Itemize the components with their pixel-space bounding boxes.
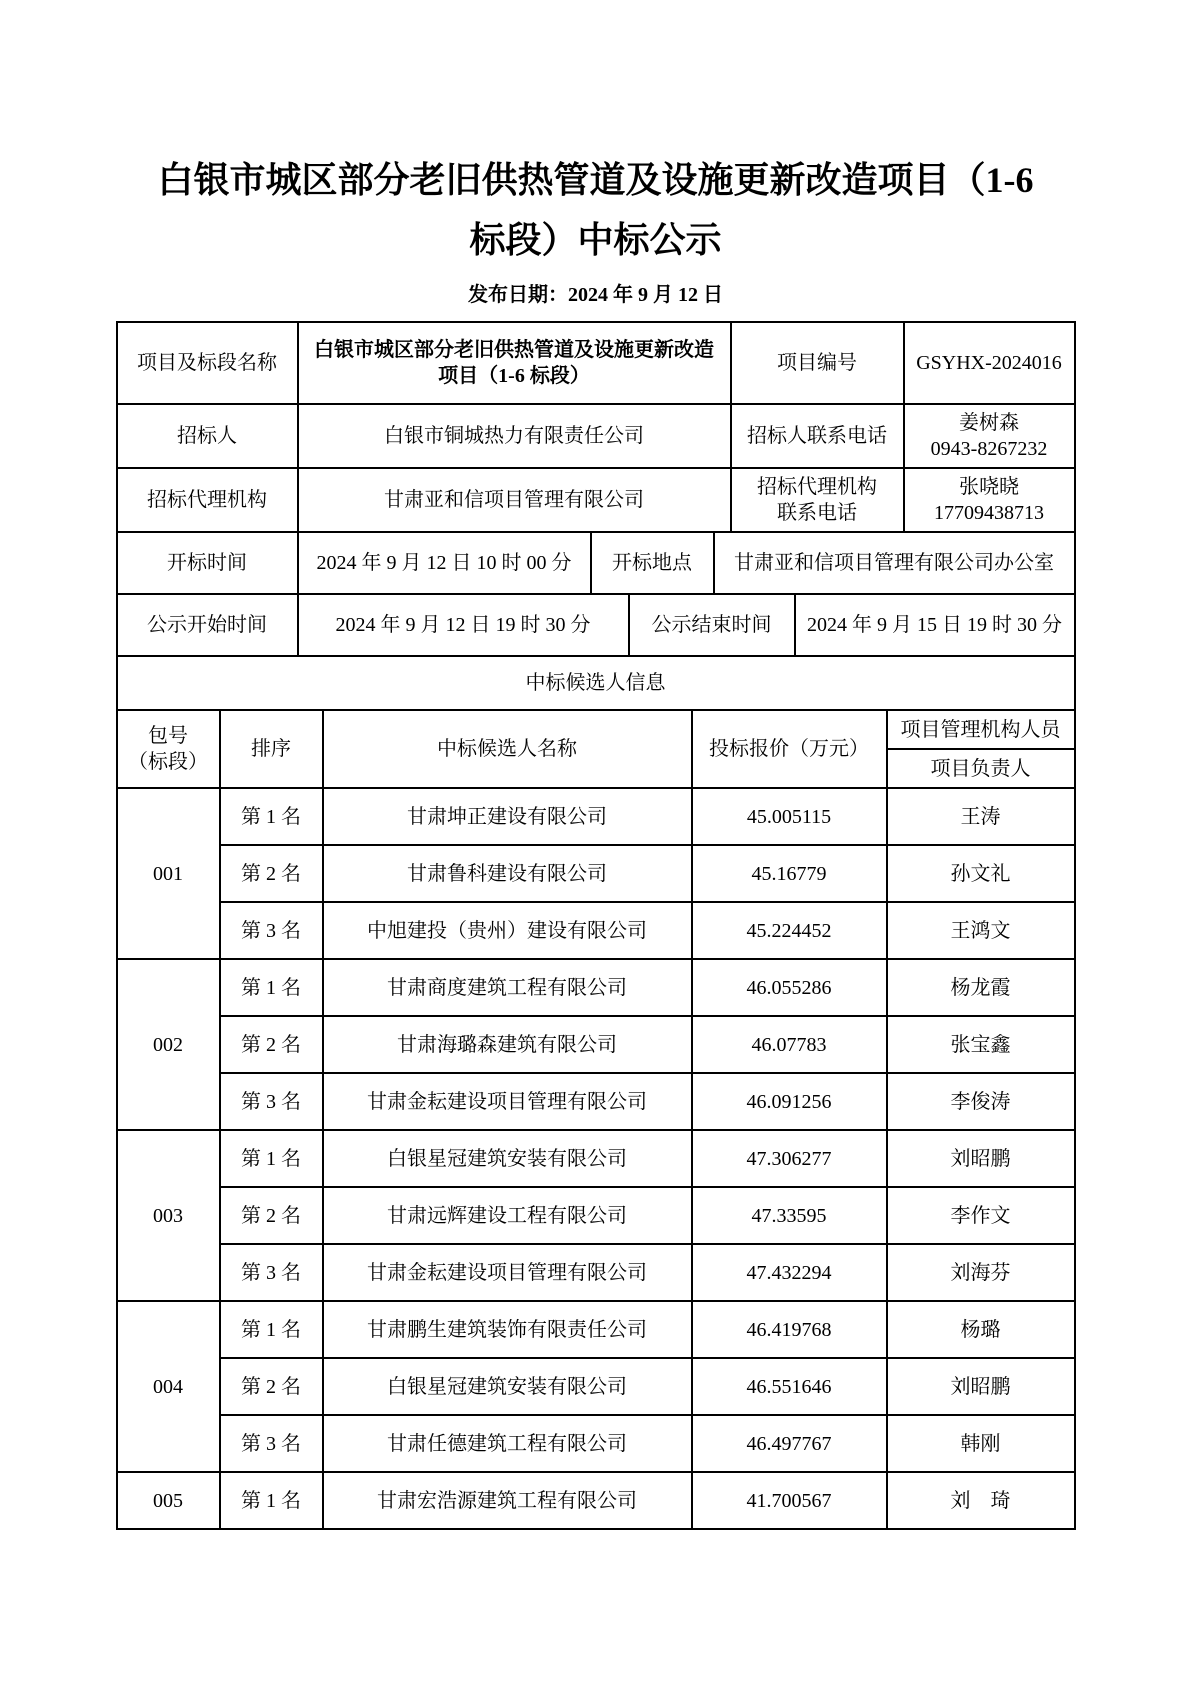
rank-cell: 第 2 名 bbox=[221, 1017, 324, 1074]
candidate-row bbox=[221, 1416, 1076, 1473]
candidate-row bbox=[221, 903, 1076, 960]
project-code-value: GSYHX-2024016 bbox=[905, 323, 1076, 405]
manager-cell: 杨璐 bbox=[888, 1302, 1076, 1359]
publicity-start-label: 公示开始时间 bbox=[118, 595, 299, 657]
candidates-header-row bbox=[118, 711, 1076, 789]
header-candidate-name: 中标候选人名称 bbox=[324, 711, 693, 789]
header-management-staff bbox=[888, 711, 1076, 789]
bid-price-cell: 45.224452 bbox=[693, 903, 888, 960]
header-org-staff: 项目管理机构人员 bbox=[888, 711, 1074, 750]
opening-time-label: 开标时间 bbox=[118, 533, 299, 595]
tenderer-contact-phone: 0943-8267232 bbox=[930, 438, 1048, 460]
candidate-name-cell: 甘肃远辉建设工程有限公司 bbox=[324, 1188, 693, 1245]
candidate-row bbox=[221, 1188, 1076, 1245]
candidate-name-cell: 甘肃宏浩源建筑工程有限公司 bbox=[324, 1473, 693, 1530]
package-number: 002 bbox=[118, 960, 221, 1131]
tenderer-phone-value bbox=[905, 405, 1076, 469]
project-name-value: 白银市城区部分老旧供热管道及设施更新改造项目（1-6 标段） bbox=[299, 323, 732, 405]
candidates-section-title: 中标候选人信息 bbox=[118, 657, 1076, 711]
bid-price-cell: 46.091256 bbox=[693, 1074, 888, 1131]
package-group-001 bbox=[118, 789, 1076, 960]
agency-phone-label-line2: 联系电话 bbox=[777, 502, 857, 524]
agency-phone-label bbox=[732, 469, 905, 533]
header-bid-price: 投标报价（万元） bbox=[693, 711, 888, 789]
candidate-name-cell: 甘肃商度建筑工程有限公司 bbox=[324, 960, 693, 1017]
header-project-manager: 项目负责人 bbox=[930, 757, 1031, 780]
candidate-name-cell: 中旭建投（贵州）建设有限公司 bbox=[324, 903, 693, 960]
rank-cell: 第 1 名 bbox=[221, 1131, 324, 1188]
candidate-row bbox=[221, 846, 1076, 903]
candidate-row bbox=[221, 1359, 1076, 1416]
bid-price-cell: 45.005115 bbox=[693, 789, 888, 846]
header-rank: 排序 bbox=[221, 711, 324, 789]
project-code-label: 项目编号 bbox=[732, 323, 905, 405]
candidate-row bbox=[221, 1131, 1076, 1188]
manager-cell: 刘 琦 bbox=[888, 1473, 1076, 1530]
info-row-bid-opening bbox=[118, 533, 1076, 595]
agency-contact-phone: 17709438713 bbox=[934, 502, 1044, 524]
info-row-publicity-period bbox=[118, 595, 1076, 657]
tenderer-phone-label: 招标人联系电话 bbox=[732, 405, 905, 469]
bid-price-cell: 41.700567 bbox=[693, 1473, 888, 1530]
rank-cell: 第 1 名 bbox=[221, 1473, 324, 1530]
publicity-end-value: 2024 年 9 月 15 日 19 时 30 分 bbox=[796, 595, 1076, 657]
candidate-row bbox=[221, 1302, 1076, 1359]
rank-cell: 第 2 名 bbox=[221, 846, 324, 903]
candidate-name-cell: 甘肃海璐森建筑有限公司 bbox=[324, 1017, 693, 1074]
bid-price-cell: 46.055286 bbox=[693, 960, 888, 1017]
rank-cell: 第 2 名 bbox=[221, 1188, 324, 1245]
package-group-004 bbox=[118, 1302, 1076, 1473]
header-package-line2: （标段） bbox=[128, 751, 208, 773]
opening-time-value: 2024 年 9 月 12 日 10 时 00 分 bbox=[299, 533, 592, 595]
candidate-row bbox=[221, 1017, 1076, 1074]
candidate-name-cell: 甘肃鹏生建筑装饰有限责任公司 bbox=[324, 1302, 693, 1359]
manager-cell: 韩刚 bbox=[888, 1416, 1076, 1473]
info-row-agency bbox=[118, 469, 1076, 533]
candidate-row bbox=[221, 789, 1076, 846]
candidate-name-cell: 白银星冠建筑安装有限公司 bbox=[324, 1131, 693, 1188]
rank-cell: 第 2 名 bbox=[221, 1359, 324, 1416]
manager-cell: 李作文 bbox=[888, 1188, 1076, 1245]
manager-cell: 孙文礼 bbox=[888, 846, 1076, 903]
manager-cell: 杨龙霞 bbox=[888, 960, 1076, 1017]
publicity-end-label: 公示结束时间 bbox=[630, 595, 796, 657]
manager-cell: 王涛 bbox=[888, 789, 1076, 846]
agency-contact-name: 张哓晓 bbox=[959, 476, 1019, 498]
tenderer-value: 白银市铜城热力有限责任公司 bbox=[299, 405, 732, 469]
info-row-tenderer bbox=[118, 405, 1076, 469]
title-line-1: 白银市城区部分老旧供热管道及设施更新改造项目（1-6 bbox=[157, 160, 1034, 200]
bid-price-cell: 46.551646 bbox=[693, 1359, 888, 1416]
title-line-2: 标段）中标公示 bbox=[469, 220, 722, 260]
tenderer-label: 招标人 bbox=[118, 405, 299, 469]
document-title bbox=[0, 150, 1191, 270]
manager-cell: 刘海芬 bbox=[888, 1245, 1076, 1302]
info-row-project bbox=[118, 323, 1076, 405]
announcement-table bbox=[116, 321, 1076, 1530]
agency-phone-value bbox=[905, 469, 1076, 533]
manager-cell: 李俊涛 bbox=[888, 1074, 1076, 1131]
manager-cell: 张宝鑫 bbox=[888, 1017, 1076, 1074]
rank-cell: 第 3 名 bbox=[221, 1416, 324, 1473]
package-number: 004 bbox=[118, 1302, 221, 1473]
rank-cell: 第 1 名 bbox=[221, 789, 324, 846]
bid-price-cell: 47.33595 bbox=[693, 1188, 888, 1245]
candidate-row bbox=[221, 1245, 1076, 1302]
candidates-section-row bbox=[118, 657, 1076, 711]
bid-price-cell: 45.16779 bbox=[693, 846, 888, 903]
candidate-name-cell: 甘肃金耘建设项目管理有限公司 bbox=[324, 1245, 693, 1302]
publish-date: 发布日期：2024 年 9 月 12 日 bbox=[468, 284, 723, 306]
bid-price-cell: 47.432294 bbox=[693, 1245, 888, 1302]
candidate-row bbox=[221, 960, 1076, 1017]
package-group-002 bbox=[118, 960, 1076, 1131]
package-group-005 bbox=[118, 1473, 1076, 1530]
rank-cell: 第 3 名 bbox=[221, 903, 324, 960]
project-name-label: 项目及标段名称 bbox=[118, 323, 299, 405]
agency-label: 招标代理机构 bbox=[118, 469, 299, 533]
package-number: 003 bbox=[118, 1131, 221, 1302]
manager-cell: 刘昭鹏 bbox=[888, 1359, 1076, 1416]
header-package bbox=[118, 711, 221, 789]
candidate-name-cell: 甘肃任德建筑工程有限公司 bbox=[324, 1416, 693, 1473]
bid-price-cell: 46.07783 bbox=[693, 1017, 888, 1074]
candidate-name-cell: 甘肃坤正建设有限公司 bbox=[324, 789, 693, 846]
rank-cell: 第 1 名 bbox=[221, 960, 324, 1017]
tenderer-contact-name: 姜树森 bbox=[959, 412, 1019, 434]
rank-cell: 第 3 名 bbox=[221, 1245, 324, 1302]
opening-place-label: 开标地点 bbox=[592, 533, 715, 595]
bid-price-cell: 46.497767 bbox=[693, 1416, 888, 1473]
agency-phone-label-line1: 招标代理机构 bbox=[757, 476, 877, 498]
candidate-name-cell: 甘肃鲁科建设有限公司 bbox=[324, 846, 693, 903]
candidate-row bbox=[221, 1473, 1076, 1530]
candidate-name-cell: 白银星冠建筑安装有限公司 bbox=[324, 1359, 693, 1416]
rank-cell: 第 3 名 bbox=[221, 1074, 324, 1131]
manager-cell: 刘昭鹏 bbox=[888, 1131, 1076, 1188]
package-number: 005 bbox=[118, 1473, 221, 1530]
package-group-003 bbox=[118, 1131, 1076, 1302]
header-package-line1: 包号 bbox=[148, 725, 188, 747]
agency-value: 甘肃亚和信项目管理有限公司 bbox=[299, 469, 732, 533]
package-number: 001 bbox=[118, 789, 221, 960]
publicity-start-value: 2024 年 9 月 12 日 19 时 30 分 bbox=[299, 595, 630, 657]
rank-cell: 第 1 名 bbox=[221, 1302, 324, 1359]
bid-price-cell: 47.306277 bbox=[693, 1131, 888, 1188]
manager-cell: 王鸿文 bbox=[888, 903, 1076, 960]
bid-price-cell: 46.419768 bbox=[693, 1302, 888, 1359]
candidate-row bbox=[221, 1074, 1076, 1131]
opening-place-value: 甘肃亚和信项目管理有限公司办公室 bbox=[715, 533, 1076, 595]
candidate-name-cell: 甘肃金耘建设项目管理有限公司 bbox=[324, 1074, 693, 1131]
